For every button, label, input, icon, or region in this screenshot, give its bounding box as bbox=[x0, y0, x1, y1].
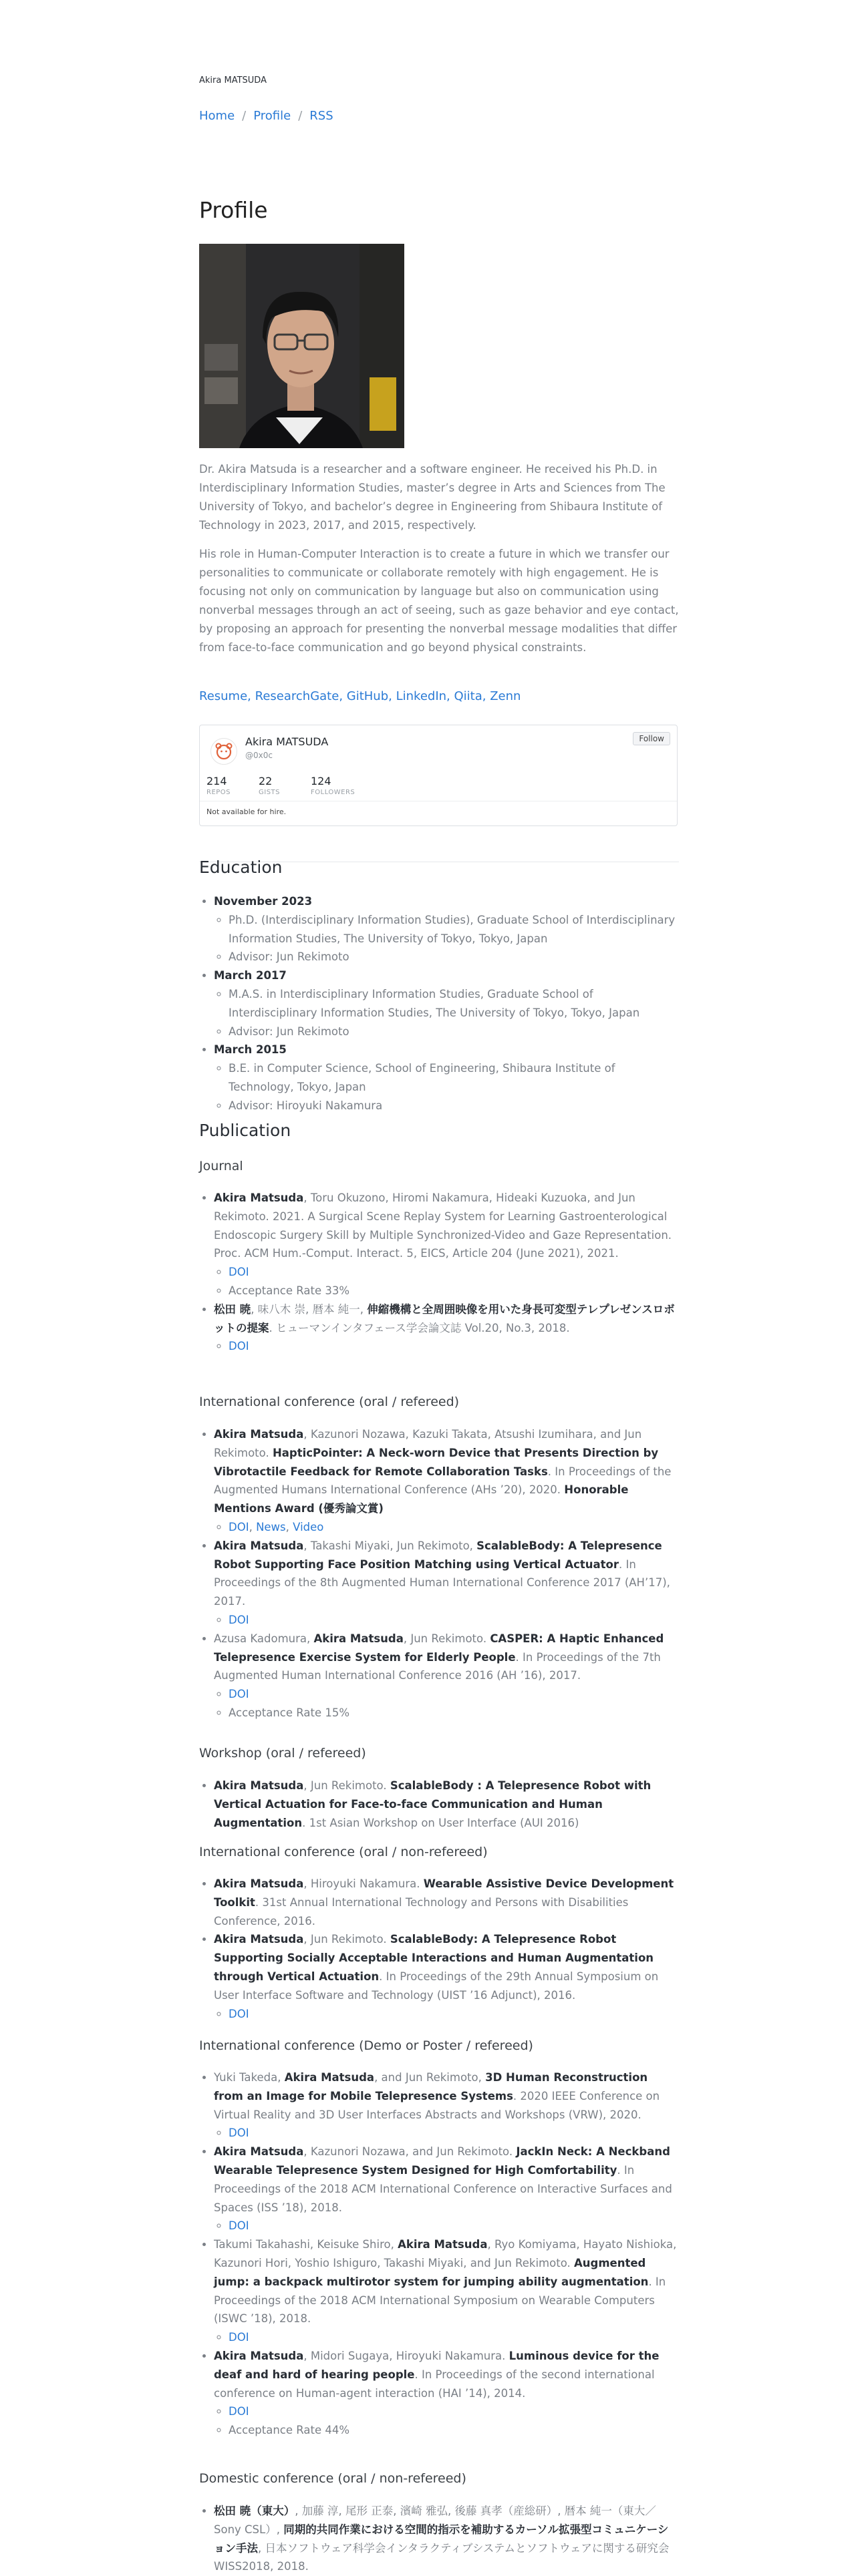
link-github[interactable]: GitHub bbox=[346, 689, 389, 703]
education-date: March 2015 bbox=[214, 1043, 287, 1057]
pub-venue: . In Proceedings of the second international conference on Human-agent interaction (HAI ’14), 2014. bbox=[214, 2368, 655, 2400]
pub-links bbox=[229, 1263, 679, 1282]
pub-coauthors: , Kazunori Nozawa, Kazuki Takata, Atsushi Izumihara, and Jun Rekimoto. bbox=[214, 1428, 642, 1459]
pub-venue: . In Proceedings of the Augmented Humans International Conference (AHs ’20), 2020. bbox=[214, 1465, 672, 1497]
profile-links: Resume, ResearchGate, GitHub, LinkedIn, Qiita, Zenn bbox=[199, 689, 521, 703]
pub-links bbox=[229, 2402, 679, 2421]
publication-item bbox=[214, 1630, 679, 1722]
bio-paragraph: His role in Human-Computer Interaction is to create a future in which we transfer our personalities to communicate or collaborate remotely with high engagement. He is focusing not only on communication by language but also on communication using nonverbal messages through an act of seeing, such as gaze behavior and eye contact, by proposing an approach for presenting the nonverbal message modalities that differ from face-to-face communication and go beyond physical constraints. bbox=[199, 548, 679, 654]
pub-coauthors: Takumi Takahashi, Keisuke Shiro, bbox=[214, 2238, 398, 2251]
link-zenn[interactable]: Zenn bbox=[490, 689, 521, 703]
followers-count[interactable]: 124 bbox=[311, 775, 331, 787]
education-degree: ◦ B.E. in Computer Science, School of Engineering, Shibaura Institute of Technology, Tokyo, Japan bbox=[229, 1059, 679, 1097]
pub-author: Akira Matsuda bbox=[214, 1428, 304, 1441]
pub-links bbox=[229, 2217, 679, 2235]
pub-coauthors: , Kazunori Nozawa, and Jun Rekimoto. bbox=[303, 2145, 517, 2159]
hire-status: Not available for hire. bbox=[206, 807, 287, 816]
page-title: Profile bbox=[199, 197, 268, 223]
publication-item bbox=[214, 2235, 679, 2347]
pub-author: 松田 暁 bbox=[214, 1302, 251, 1316]
pub-coauthors: , Takashi Miyaki, Jun Rekimoto, bbox=[303, 1539, 477, 1552]
pub-coauthors: , Hiroyuki Nakamura. bbox=[303, 1877, 424, 1890]
pub-coauthors: , Ryo Komiyama, Hayato Nishioka, Kazunori Hori, Yoshio Ishiguro, Takashi Miyaki, and Jun Rekimoto. bbox=[214, 2238, 677, 2269]
pub-venue: . 2020 IEEE Conference on Virtual Reality and 3D User Interfaces Abstracts and Workshops (VRW), 2020. bbox=[214, 2089, 660, 2121]
pub-coauthors: , Jun Rekimoto. bbox=[303, 1933, 390, 1946]
pub-section-heading: Workshop (oral / refereed) bbox=[199, 1746, 366, 1761]
followers-label: FOLLOWERS bbox=[311, 789, 355, 796]
github-name[interactable]: Akira MATSUDA bbox=[245, 735, 329, 748]
education-advisor: ◦ Advisor: Jun Rekimoto bbox=[229, 948, 679, 966]
pub-author: Akira Matsuda bbox=[214, 1191, 304, 1204]
pub-link-doi[interactable]: DOI bbox=[229, 1688, 249, 1701]
link-qiita[interactable]: Qiita bbox=[454, 689, 482, 703]
pub-coauthors: Azusa Kadomura, bbox=[214, 1632, 314, 1645]
pub-author: Akira Matsuda bbox=[214, 1779, 304, 1792]
repos-label: REPOS bbox=[206, 789, 231, 796]
pub-venue: . In Proceedings of the 29th Annual Symposium on User Interface Software and Technology (UIST ’16 Adjunct), 2016. bbox=[214, 1970, 659, 2002]
pub-link-video[interactable]: Video bbox=[293, 1520, 324, 1533]
education-list bbox=[199, 892, 679, 1115]
pub-author: Akira Matsuda bbox=[214, 2145, 304, 2159]
education-item bbox=[214, 892, 679, 966]
pub-link-doi[interactable]: DOI bbox=[229, 1613, 249, 1626]
breadcrumb-separator: / bbox=[242, 109, 247, 123]
education-item bbox=[214, 966, 679, 1041]
pub-title: 同期的共同作業における空間的指示を補助するカーソル拡張型コミュニケーション手法 bbox=[214, 2523, 669, 2555]
acceptance-rate: ◦ Acceptance Rate 44% bbox=[229, 2421, 679, 2440]
education-date: March 2017 bbox=[214, 969, 287, 982]
publication-item bbox=[214, 1425, 679, 1537]
education-advisor: ◦ Advisor: Hiroyuki Nakamura bbox=[229, 1097, 679, 1115]
publication-item bbox=[214, 1930, 679, 2023]
bio-paragraph: Dr. Akira Matsuda is a researcher and a software engineer. He received his Ph.D. in Interdisciplinary Information Studies, master’s degree in Arts and Sciences from The University of Tokyo, and bachelor’s degree in Engineering from Shibaura Institute of Technology in 2023, 2017, and 2015, respectively. bbox=[199, 463, 666, 532]
pub-coauthors: Yuki Takeda, bbox=[214, 2071, 285, 2084]
pub-title: 伸縮機構と全周囲映像を用いた身長可変型テレプレゼンスロボットの提案 bbox=[214, 1302, 675, 1334]
pub-coauthors: , Jun Rekimoto. bbox=[303, 1779, 390, 1792]
publication-item bbox=[214, 2347, 679, 2440]
pub-links: ◦ DOI, News, Video bbox=[229, 1518, 679, 1537]
pub-list bbox=[199, 2068, 679, 2440]
pub-venue: . 1st Asian Workshop on User Interface (AUI 2016) bbox=[302, 1816, 579, 1829]
pub-coauthors: , 加藤 淳, 尾形 正泰, 濱崎 雅弘, 後藤 真孝（産総研）, 暦本 純一（東大／Sony CSL）, bbox=[214, 2505, 656, 2536]
publication-heading: Publication bbox=[199, 1121, 291, 1140]
pub-links bbox=[229, 2124, 679, 2143]
pub-section-heading: International conference (oral / refereed) bbox=[199, 1395, 460, 1409]
pub-title: CASPER: A Haptic Enhanced Telepresence Exercise System for Elderly People bbox=[214, 1632, 664, 1664]
pub-venue: . In Proceedings of the 2018 ACM International Conference on Interactive Surfaces and Spaces (ISS ’18), 2018. bbox=[214, 2163, 672, 2214]
breadcrumb-separator: / bbox=[298, 109, 303, 123]
pub-links bbox=[229, 1685, 679, 1704]
link-linkedin[interactable]: LinkedIn bbox=[396, 689, 447, 703]
gists-label: GISTS bbox=[259, 789, 281, 796]
pub-author: Akira Matsuda bbox=[214, 2349, 304, 2362]
pub-list bbox=[199, 1189, 679, 1356]
pub-list bbox=[199, 1875, 679, 2023]
pub-coauthors: , 味八木 崇, 暦本 純一, bbox=[251, 1302, 368, 1316]
education-date: November 2023 bbox=[214, 895, 313, 908]
pub-links bbox=[229, 1337, 679, 1356]
education-heading: Education bbox=[199, 858, 283, 877]
pub-author: Akira Matsuda bbox=[313, 1632, 404, 1645]
pub-venue: . In Proceedings of the 2018 ACM International Symposium on Wearable Computers (ISWC ’18), 2018. bbox=[214, 2275, 666, 2326]
breadcrumb-home[interactable]: Home bbox=[199, 109, 235, 123]
pub-link-doi[interactable]: DOI bbox=[229, 2331, 249, 2344]
pub-author: Akira Matsuda bbox=[214, 1933, 304, 1946]
breadcrumb-profile[interactable]: Profile bbox=[253, 109, 291, 123]
github-handle[interactable]: @0x0c bbox=[245, 751, 273, 760]
pub-links bbox=[229, 2328, 679, 2347]
pub-venue: . In Proceedings of the 7th Augmented Human International Conference 2016 (AH ’16), 2017. bbox=[214, 1650, 661, 1682]
pub-title: JackIn Neck: A Neckband Wearable Telepresence System Designed for High Comfortability bbox=[214, 2145, 670, 2177]
pub-link-doi[interactable]: DOI bbox=[229, 1520, 249, 1533]
pub-section-heading: Domestic conference (oral / non-refereed) bbox=[199, 2471, 466, 2486]
pub-coauthors: , Toru Okuzono, Hiromi Nakamura, Hideaki Kuzuoka, and Jun Rekimoto. 2021. A Surgical Scene Replay System for Learning Gastroenterological Endoscopic Surgery Skill by Multiple Synchronized-Video and Gaze Representation. Proc. ACM Hum.-Comput. Interact. 5, EICS, Article 204 (June 2021), 2021. bbox=[214, 1191, 672, 1260]
pub-award: Honorable Mentions Award (優秀論文賞) bbox=[214, 1483, 629, 1515]
pub-link-doi[interactable]: DOI bbox=[229, 1266, 249, 1279]
pub-links bbox=[229, 2005, 679, 2024]
pub-list bbox=[199, 1777, 679, 1832]
pub-venue: . 31st Annual International Technology and Persons with Disabilities Conference, 2016. bbox=[214, 1895, 629, 1927]
breadcrumb-rss[interactable]: RSS bbox=[309, 109, 333, 123]
pub-section-heading: International conference (Demo or Poster / refereed) bbox=[199, 2038, 533, 2053]
education-advisor: ◦ Advisor: Jun Rekimoto bbox=[229, 1023, 679, 1041]
pub-coauthors: , Jun Rekimoto. bbox=[403, 1632, 490, 1645]
publication-item bbox=[214, 1875, 679, 1930]
repos-count[interactable]: 214 bbox=[206, 775, 227, 787]
pub-author: Akira Matsuda bbox=[214, 1539, 304, 1552]
pub-title: Augmented jump: a backpack multirotor system for jumping ability augmentation bbox=[214, 2256, 649, 2288]
pub-title: HapticPointer: A Neck-worn Device that Presents Direction by Vibrotactile Feedback for Remote Collaboration Tasks bbox=[214, 1446, 659, 1478]
pub-title: ScalableBody : A Telepresence Robot with Vertical Actuation for Face-to-face Communication and Human Augmentation bbox=[214, 1779, 652, 1829]
pub-link-doi[interactable]: DOI bbox=[229, 2219, 249, 2233]
profile-photo bbox=[199, 244, 404, 448]
education-item bbox=[214, 1041, 679, 1115]
pub-venue: . ヒューマンインタフェース学会論文誌 Vol.20, No.3, 2018. bbox=[269, 1321, 570, 1334]
pub-section-heading: International conference (oral / non-refereed) bbox=[199, 1845, 488, 1859]
github-card bbox=[199, 725, 678, 826]
pub-link-doi[interactable]: DOI bbox=[229, 2405, 249, 2418]
publication-item bbox=[214, 2143, 679, 2235]
publication-item bbox=[214, 1777, 679, 1832]
pub-link-doi[interactable]: DOI bbox=[229, 2007, 249, 2020]
pub-link-doi[interactable]: DOI bbox=[229, 2127, 249, 2140]
pub-links bbox=[229, 1611, 679, 1630]
breadcrumb bbox=[199, 109, 333, 123]
pub-venue: . In Proceedings of the 8th Augmented Human International Conference 2017 (AH’17), 2017. bbox=[214, 1557, 670, 1608]
publication-item bbox=[214, 1300, 679, 1356]
acceptance-rate: ◦ Acceptance Rate 33% bbox=[229, 1282, 679, 1300]
pub-author: Akira Matsuda bbox=[284, 2071, 375, 2084]
link-resume[interactable]: Resume bbox=[199, 689, 248, 703]
pub-coauthors: , and Jun Rekimoto, bbox=[374, 2071, 486, 2084]
github-avatar[interactable] bbox=[210, 738, 237, 765]
pub-title: ScalableBody: A Telepresence Robot Supporting Socially Acceptable Interactions and Human Augmentation through Vertical Actuation bbox=[214, 1933, 654, 1983]
acceptance-rate: ◦ Acceptance Rate 15% bbox=[229, 1704, 679, 1722]
pub-coauthors: , Midori Sugaya, Hiroyuki Nakamura. bbox=[303, 2349, 509, 2362]
pub-venue: , 日本ソフトウェア科学会インタラクティブシステムとソフトウェアに関する研究会 WISS2018, 2018. bbox=[214, 2541, 670, 2573]
education-degree: ◦ M.A.S. in Interdisciplinary Information Studies, Graduate School of Interdisciplinary Information Studies, The University of Tokyo, Tokyo, Japan bbox=[229, 985, 679, 1023]
publication-item bbox=[214, 1537, 679, 1630]
pub-author: Akira Matsuda bbox=[398, 2238, 488, 2251]
site-title[interactable]: Akira MATSUDA bbox=[199, 75, 267, 85]
link-researchgate[interactable]: ResearchGate bbox=[255, 689, 339, 703]
pub-title: Wearable Assistive Device Development Toolkit bbox=[214, 1877, 674, 1909]
publication-item bbox=[214, 1189, 679, 1300]
pub-link-news[interactable]: News bbox=[256, 1520, 286, 1533]
pub-list bbox=[199, 2502, 679, 2576]
pub-author: Akira Matsuda bbox=[214, 1877, 304, 1890]
publication-item bbox=[214, 2068, 679, 2143]
pub-list bbox=[199, 1425, 679, 1722]
follow-button[interactable]: Follow bbox=[633, 732, 670, 745]
publication-item bbox=[214, 2502, 679, 2576]
pub-title: 3D Human Reconstruction from an Image for Mobile Telepresence Systems bbox=[214, 2071, 648, 2102]
pub-link-doi[interactable]: DOI bbox=[229, 1340, 249, 1353]
pub-title: ScalableBody: A Telepresence Robot Supporting Face Position Matching using Vertical Actuator bbox=[214, 1539, 662, 1571]
gists-count[interactable]: 22 bbox=[259, 775, 273, 787]
education-degree: ◦ Ph.D. (Interdisciplinary Information Studies), Graduate School of Interdisciplinary Information Studies, The University of Tokyo, Tokyo, Japan bbox=[229, 911, 679, 948]
pub-title: Luminous device for the deaf and hard of hearing people bbox=[214, 2349, 660, 2381]
pub-section-heading: Journal bbox=[199, 1159, 243, 1173]
avatar-icon bbox=[211, 739, 237, 764]
pub-author: 松田 暁（東大） bbox=[214, 2505, 295, 2517]
